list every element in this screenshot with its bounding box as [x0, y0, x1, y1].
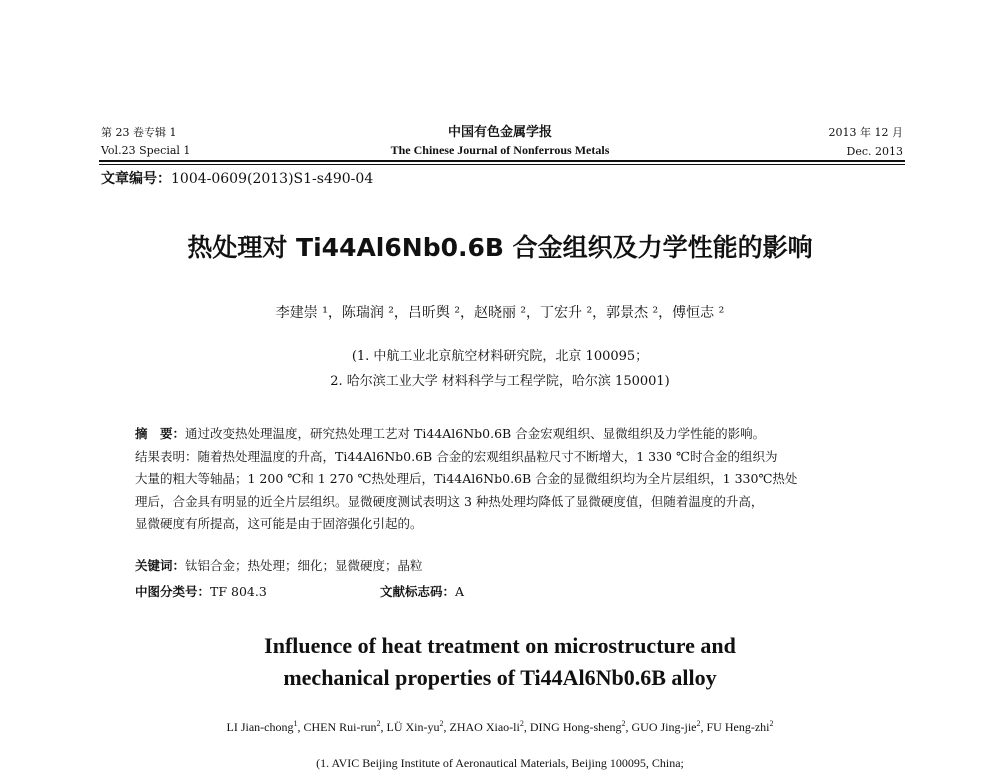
abstract-line-2: 结果表明：随着热处理温度的升高，Ti44Al6Nb0.6B 合金的宏观组织晶粒尺寸不断增大，1 330 ℃时合金的组织为	[135, 448, 778, 464]
journal-name-cn: 中国有色金属学报	[447, 125, 552, 140]
article-number-label: 文章编号：	[101, 171, 171, 187]
author-en: GUO Jing-jie$^2$	[631, 719, 701, 734]
volume-cn: 第 23 卷专辑 1	[101, 126, 177, 139]
header-rule-thin	[99, 164, 905, 165]
author-en: LÜ Xin-$yu^2$	[386, 719, 444, 734]
author-en: FU Heng-zhi$^2$	[706, 719, 774, 734]
author-en: DING Hong-sheng$^2$	[529, 719, 626, 734]
classification-label: 中图分类号：	[135, 584, 211, 599]
authors-en: LI Jian-chong$^1$, CHEN Rui-run$^2$, LÜ Xin-$yu^2$, ZHAO Xiao-$li^2$, DING Hong-sheng$^2$, GUO Jing-jie$^2$, FU Heng-zhi$^2$	[226, 719, 774, 734]
abstract-label: 摘 要：	[135, 426, 186, 441]
article-number-value: 1004-0609(2013)S1-s490-04	[171, 171, 374, 187]
header-rule-thick	[99, 160, 905, 162]
volume-en: Vol.23 Special 1	[101, 144, 191, 157]
abstract-line-3: 大量的粗大等轴晶；1 200 ℃和 1 270 ℃热处理后，Ti44Al6Nb0.6B 合金的显微组织均为全片层组织，1 330℃热处	[135, 471, 798, 486]
abstract	[135, 423, 875, 536]
affiliation-cn-2: 2. 哈尔滨工业大学 材料科学与工程学院，哈尔滨 150001)	[330, 374, 670, 389]
date-en: Dec. 2013	[846, 145, 903, 158]
journal-name-en: The Chinese Journal of Nonferrous Metals	[390, 143, 610, 157]
authors-cn: 李建崇 ¹，陈瑞润 ²，吕昕舆 ²，赵晓丽 ²，丁宏升 ²，郭景杰 ²，傅恒志 ²	[275, 305, 725, 321]
article-number	[101, 168, 373, 188]
date-cn: 2013 年 12 月	[828, 126, 903, 139]
author-en: LI Jian-chong$^1$	[226, 719, 298, 734]
classification-value: TF 804.3	[210, 584, 267, 599]
title-en-line-1: Influence of heat treatment on microstructure and	[264, 633, 736, 658]
keywords-label: 关键词：	[135, 558, 186, 573]
document-code-label: 文献标志码：	[380, 584, 456, 599]
abstract-line-5: 显微硬度有所提高，这可能是由于固溶强化引起的。	[135, 516, 423, 531]
document-code	[380, 582, 464, 600]
affiliation-en-1: (1. AVIC Beijing Institute of Aeronautical Materials, Beijing 100095, China;	[316, 756, 684, 770]
keywords-value: 钛铝合金；热处理；细化；显微硬度；晶粒	[185, 558, 423, 573]
author-en: ZHAO Xiao-$li^2$	[449, 719, 524, 734]
abstract-line-1: 摘 要：通过改变热处理温度，研究热处理工艺对 Ti44Al6Nb0.6B 合金宏观组织、显微组织及力学性能的影响。	[135, 426, 766, 441]
title-cn: 热处理对 Ti44Al6Nb0.6B 合金组织及力学性能的影响	[187, 233, 813, 262]
classification-number	[135, 582, 267, 600]
keywords	[135, 556, 423, 574]
title-en-line-2: mechanical properties of Ti44Al6Nb0.6B alloy	[283, 665, 717, 690]
document-code-value: A	[455, 584, 465, 599]
abstract-line-4: 理后，合金具有明显的近全片层组织。显微硬度测试表明这 3 种热处理均降低了显微硬度值，但随着温度的升高，	[135, 493, 764, 509]
author-en: CHEN Rui-run$^2$	[303, 719, 381, 734]
affiliation-cn-1: (1. 中航工业北京航空材料研究院，北京 100095；	[351, 349, 649, 364]
